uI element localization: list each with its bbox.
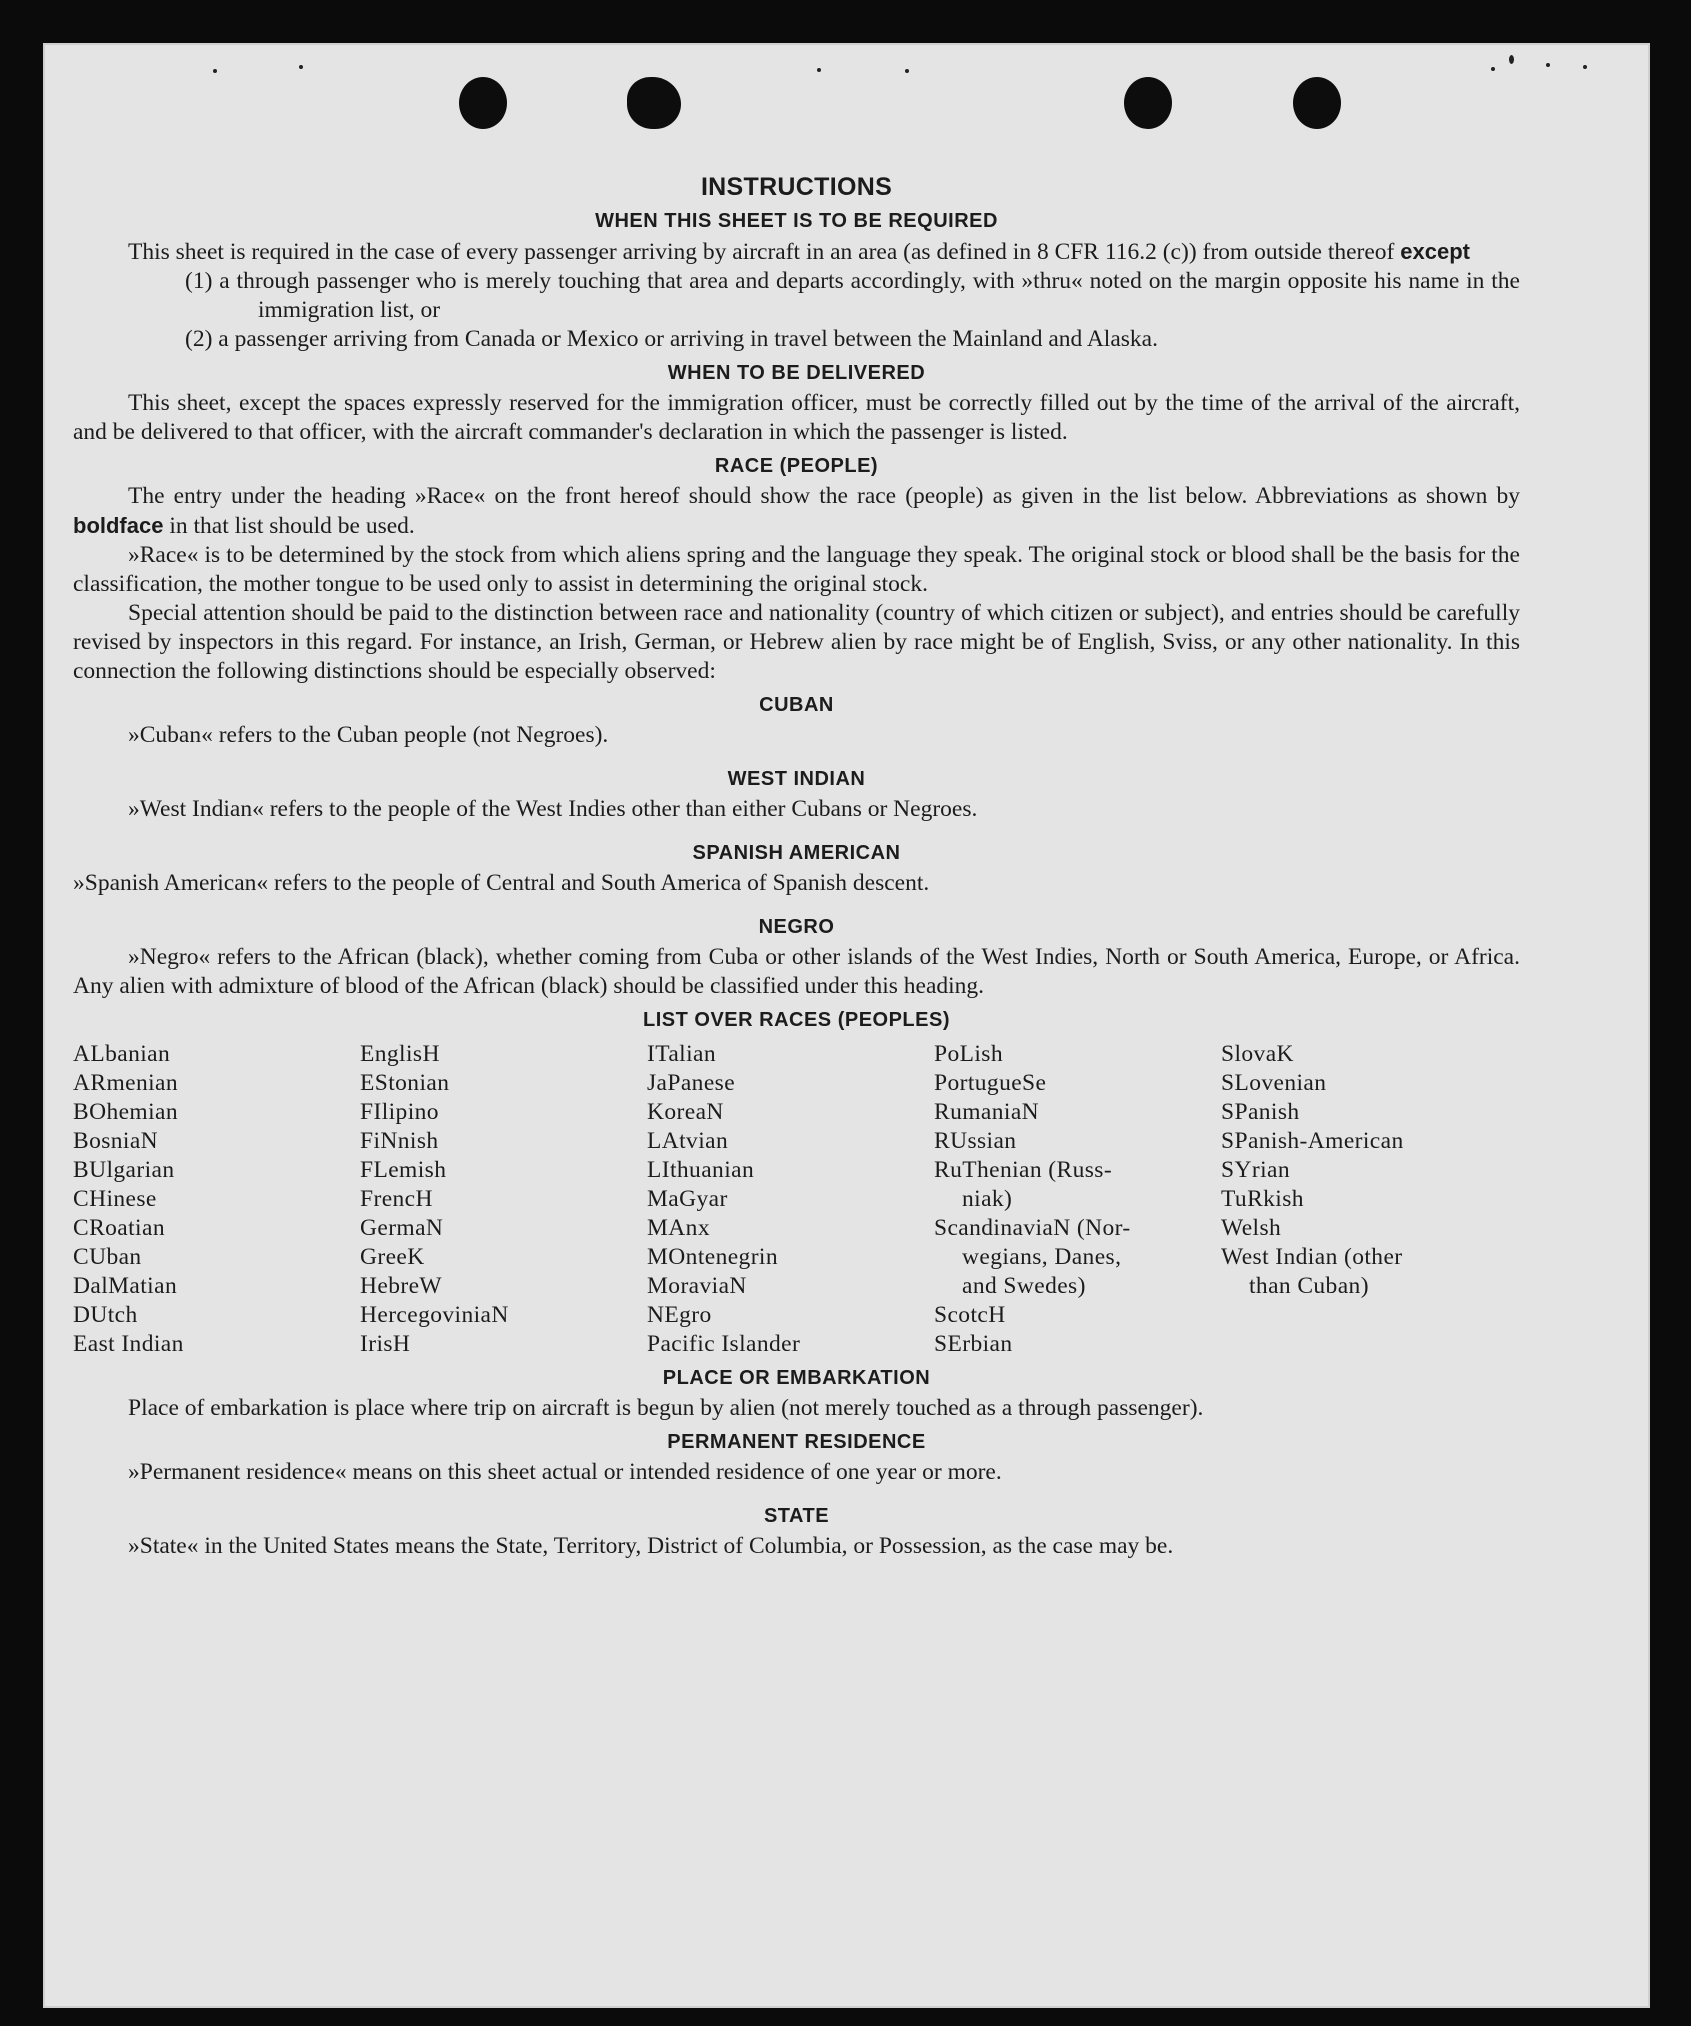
race-item	[73, 1040, 360, 1069]
punch-hole-2	[627, 77, 681, 129]
race-item	[73, 1214, 360, 1243]
race-item-label: SLovenian	[1221, 1070, 1327, 1096]
race-item-label: HebreW	[360, 1273, 442, 1299]
race-item-label: EStonian	[360, 1070, 450, 1096]
speck	[299, 65, 303, 69]
race-p1-boldface: boldface	[73, 513, 164, 538]
race-item	[360, 1301, 647, 1330]
race-item	[360, 1156, 647, 1185]
race-column-5	[1221, 1040, 1520, 1359]
race-item	[1221, 1127, 1520, 1156]
speck	[1583, 65, 1587, 69]
race-item	[934, 1127, 1221, 1156]
race-item	[647, 1272, 934, 1301]
race-item	[1221, 1040, 1520, 1069]
race-item	[934, 1301, 1221, 1330]
speck	[1546, 63, 1550, 67]
race-item-label: East Indian	[73, 1331, 184, 1357]
speck	[1491, 67, 1495, 71]
race-item-continuation: wegians, Danes,	[962, 1244, 1122, 1270]
race-item-label: RUssian	[934, 1128, 1017, 1154]
race-item	[360, 1040, 647, 1069]
speck	[817, 68, 821, 72]
document-page	[43, 43, 1650, 2008]
race-item	[934, 1098, 1221, 1127]
race-column-4	[934, 1040, 1221, 1359]
state-text: »State« in the United States means the State, Territory, District of Columbia, or Possession, as the case may be.	[128, 1533, 1174, 1559]
race-item	[647, 1098, 934, 1127]
race-item	[73, 1098, 360, 1127]
heading-state: STATE	[763, 1505, 830, 1527]
race-item-label: FrencH	[360, 1186, 433, 1212]
race-item-continuation: and Swedes)	[962, 1273, 1086, 1299]
race-item	[1221, 1214, 1520, 1243]
race-column-2	[360, 1040, 647, 1359]
race-item-label: ScandinaviaN (Nor-	[934, 1215, 1131, 1241]
race-item-label: JaPanese	[647, 1070, 736, 1096]
race-p1-after: in that list should be used.	[169, 513, 415, 539]
race-item-label: RumaniaN	[934, 1099, 1040, 1125]
race-item-label: LAtvian	[647, 1128, 729, 1154]
race-item	[73, 1127, 360, 1156]
race-item	[1221, 1069, 1520, 1098]
race-item-label: BosniaN	[73, 1128, 159, 1154]
race-column-1	[73, 1040, 360, 1359]
race-item	[647, 1069, 934, 1098]
race-item-label: KoreaN	[647, 1099, 724, 1125]
race-item	[360, 1069, 647, 1098]
spacer	[73, 1487, 1520, 1497]
race-item	[1221, 1156, 1520, 1185]
race-item	[360, 1272, 647, 1301]
race-item-label: ALbanian	[73, 1041, 171, 1067]
heading-embarkation: PLACE OR EMBARKATION	[662, 1367, 931, 1389]
race-item-label: LIthuanian	[647, 1157, 755, 1183]
race-item	[360, 1214, 647, 1243]
race-item-label: DUtch	[73, 1302, 138, 1328]
race-item-label: FIlipino	[360, 1099, 439, 1125]
heading-west-indian: WEST INDIAN	[727, 768, 866, 790]
race-item-label: PortugueSe	[934, 1070, 1047, 1096]
cuban-text: »Cuban« refers to the Cuban people (not Negroes).	[128, 722, 609, 748]
race-item	[360, 1330, 647, 1359]
race-item-label: DalMatian	[73, 1273, 178, 1299]
when-required-intro-text: This sheet is required in the case of every passenger arriving by aircraft in an area (as defined in 8 CFR 116.2 (c)) from outside thereof	[128, 239, 1395, 265]
permanent-residence-text: »Permanent residence« means on this sheet actual or intended residence of one year or more.	[128, 1459, 1002, 1485]
race-item-label: NEgro	[647, 1302, 712, 1328]
race-item	[934, 1330, 1221, 1359]
race-item-label: SPanish-American	[1221, 1128, 1404, 1154]
race-item	[73, 1069, 360, 1098]
speck	[905, 69, 909, 73]
race-item	[360, 1243, 647, 1272]
race-paragraph-3: Special attention should be paid to the distinction between race and nationality (country of which citizen or subject), and entries should be carefully revised by inspectors in this regard. For instance, an Irish, German, or Hebrew alien by race might be of English, Sviss, or any other nationality. In this connection the following distinctions should be especially observed:	[73, 600, 1520, 684]
race-item-label: EnglisH	[360, 1041, 440, 1067]
west-indian-text: »West Indian« refers to the people of the West Indies other than either Cubans or Negroes.	[128, 796, 978, 822]
race-item	[360, 1098, 647, 1127]
race-item	[647, 1040, 934, 1069]
race-item-label: SYrian	[1221, 1157, 1290, 1183]
race-item	[647, 1330, 934, 1359]
race-p1-before: The entry under the heading »Race« on the front hereof should show the race (people) as given in the list below. Abbreviations as shown by	[128, 483, 1520, 509]
race-item-label: BOhemian	[73, 1099, 179, 1125]
race-item	[934, 1069, 1221, 1098]
race-item-continuation: than Cuban)	[1249, 1273, 1369, 1299]
heading-when-delivered: WHEN TO BE DELIVERED	[667, 362, 926, 384]
race-item-label: FiNnish	[360, 1128, 439, 1154]
race-item	[360, 1127, 647, 1156]
race-item-label: CUban	[73, 1244, 142, 1270]
exception-list	[185, 267, 1520, 354]
heading-negro: NEGRO	[758, 916, 835, 938]
heading-spanish-american: SPANISH AMERICAN	[692, 842, 901, 864]
race-item-label: SPanish	[1221, 1099, 1300, 1125]
race-paragraph-1	[73, 482, 1520, 541]
race-item	[73, 1243, 360, 1272]
heading-cuban: CUBAN	[759, 694, 834, 716]
when-required-except: except	[1400, 239, 1470, 264]
race-item-label: ScotcH	[934, 1302, 1006, 1328]
spacer	[73, 750, 1520, 760]
race-item	[1221, 1185, 1520, 1214]
race-item	[934, 1040, 1221, 1069]
race-item	[73, 1301, 360, 1330]
race-item-label: SlovaK	[1221, 1041, 1294, 1067]
race-item-label: MaGyar	[647, 1186, 728, 1212]
race-item-label: TuRkish	[1221, 1186, 1304, 1212]
race-item-label: FLemish	[360, 1157, 447, 1183]
heading-race-list: LIST OVER RACES (PEOPLES)	[643, 1009, 950, 1031]
race-item-label: GermaN	[360, 1215, 444, 1241]
race-item-label: West Indian (other	[1221, 1244, 1403, 1270]
document-content	[73, 173, 1520, 1561]
race-item-continuation: niak)	[962, 1186, 1013, 1212]
race-paragraph-2: »Race« is to be determined by the stock from which aliens spring and the language they speak. The original stock or blood shall be the basis for the classification, the mother tongue to be used only to assist in determining the original stock.	[73, 542, 1520, 597]
race-item	[934, 1156, 1221, 1214]
race-item-label: Pacific Islander	[647, 1331, 801, 1357]
race-item	[360, 1185, 647, 1214]
race-item	[73, 1185, 360, 1214]
race-item-label: CRoatian	[73, 1215, 165, 1241]
race-item-label: MAnx	[647, 1215, 710, 1241]
race-item-label: ITalian	[647, 1041, 717, 1067]
when-delivered-text: This sheet, except the spaces expressly reserved for the immigration officer, must be correctly filled out by the time of the arrival of the aircraft, and be delivered to that officer, with the aircraft commander's declaration in which the passenger is listed.	[73, 390, 1520, 445]
race-item	[647, 1301, 934, 1330]
heading-race: RACE (PEOPLE)	[714, 455, 879, 477]
race-item-label: BUlgarian	[73, 1157, 175, 1183]
race-item-label: ARmenian	[73, 1070, 179, 1096]
race-item	[647, 1127, 934, 1156]
spanish-american-text: »Spanish American« refers to the people of Central and South America of Spanish descent.	[73, 870, 930, 896]
race-item	[647, 1214, 934, 1243]
race-column-3	[647, 1040, 934, 1359]
when-required-intro	[73, 237, 1520, 267]
race-item-label: CHinese	[73, 1186, 157, 1212]
race-item-label: Welsh	[1221, 1215, 1282, 1241]
race-item	[73, 1272, 360, 1301]
race-item	[1221, 1243, 1520, 1301]
race-item-label: GreeK	[360, 1244, 425, 1270]
race-list	[73, 1040, 1520, 1359]
exception-item-2: (2) a passenger arriving from Canada or Mexico or arriving in travel between the Mainland and Alaska.	[185, 326, 1158, 352]
embarkation-text: Place of embarkation is place where trip on aircraft is begun by alien (not merely touched as a through passenger).	[128, 1395, 1204, 1421]
spacer	[73, 824, 1520, 834]
race-item	[647, 1156, 934, 1185]
race-item	[1221, 1098, 1520, 1127]
race-item-label: MoraviaN	[647, 1273, 747, 1299]
heading-permanent-residence: PERMANENT RESIDENCE	[667, 1431, 926, 1453]
race-item-label: HercegoviniaN	[360, 1302, 509, 1328]
race-item	[934, 1214, 1221, 1301]
punch-hole-1	[459, 77, 507, 129]
punch-hole-4	[1293, 77, 1341, 129]
race-item-label: PoLish	[934, 1041, 1003, 1067]
negro-text: »Negro« refers to the African (black), whether coming from Cuba or other islands of the West Indies, North or South America, Europe, or Africa. Any alien with admixture of blood of the African (black) should be classified under this heading.	[73, 944, 1520, 999]
spacer	[73, 898, 1520, 908]
race-item	[647, 1185, 934, 1214]
punch-hole-3	[1124, 77, 1172, 129]
race-item-label: IrisH	[360, 1331, 411, 1357]
race-item	[73, 1330, 360, 1359]
race-item	[647, 1243, 934, 1272]
race-item	[73, 1156, 360, 1185]
race-item-label: MOntenegrin	[647, 1244, 779, 1270]
speck	[1509, 55, 1514, 64]
speck	[213, 69, 217, 73]
document-title: INSTRUCTIONS	[700, 173, 893, 201]
race-item-label: RuThenian (Russ-	[934, 1157, 1113, 1183]
heading-when-required: WHEN THIS SHEET IS TO BE REQUIRED	[595, 210, 998, 232]
race-item-label: SErbian	[934, 1331, 1013, 1357]
exception-item-1: (1) a through passenger who is merely touching that area and departs accordingly, with »thru« noted on the margin opposite his name in the immigration list, or	[185, 268, 1520, 323]
